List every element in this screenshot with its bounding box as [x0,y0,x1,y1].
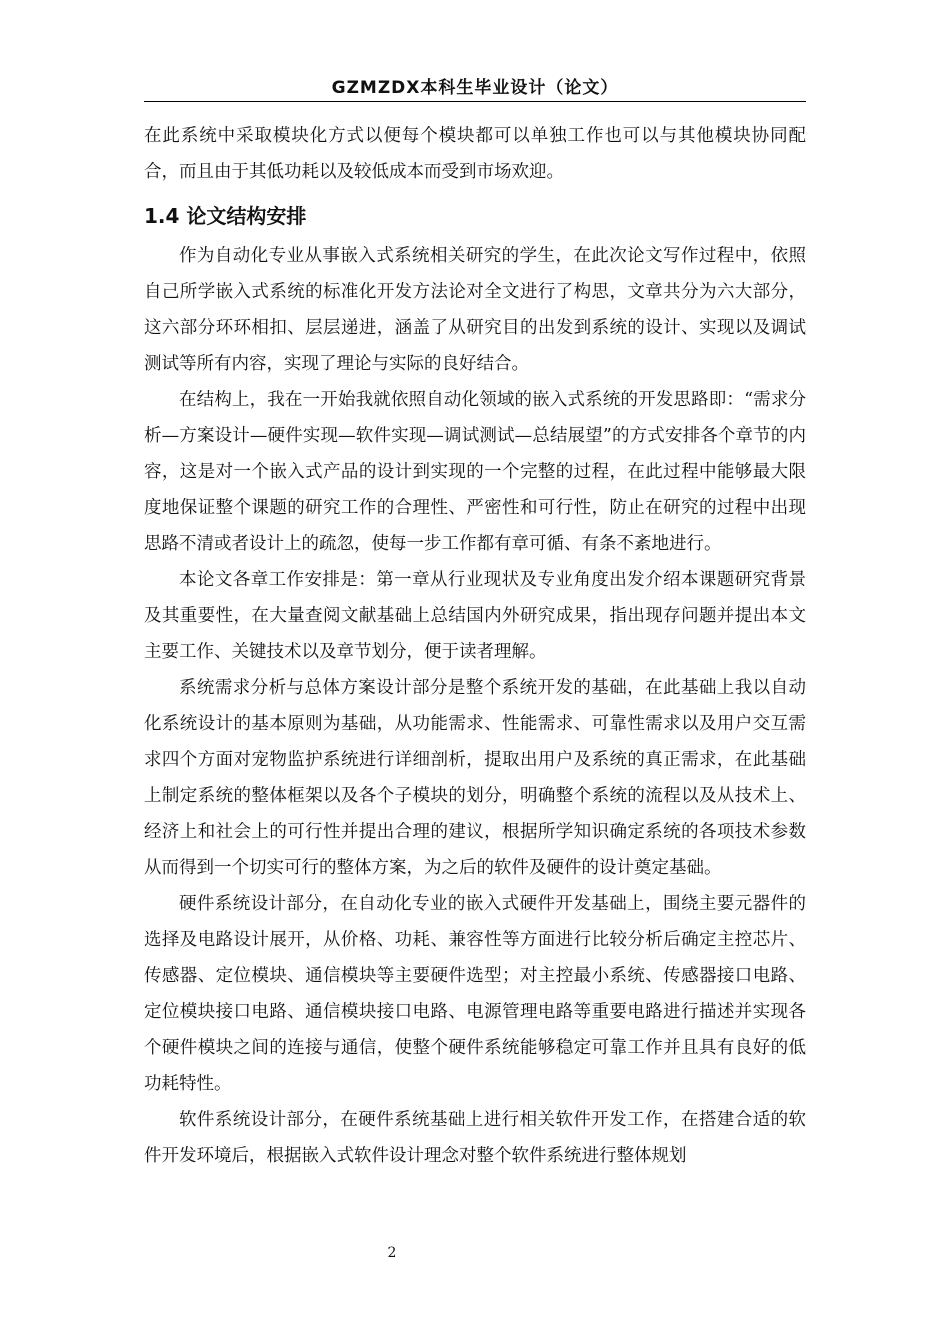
paragraph: 在结构上，我在一开始我就依照自动化领域的嵌入式系统的开发思路即：“需求分析—方案设计—硬件实现—软件实现—调试测试—总结展望”的方式安排各个章节的内容，这是对一个嵌入式产品的设计到实现的一个完整的过程，在此过程中能够最大限度地保证整个课题的研究工作的合理性、严密性和可行性，防止在研究的过程中出现思路不清或者设计上的疏忽，使每一步工作都有章可循、有条不紊地进行。 [144,390,806,554]
page-number: 2 [387,1245,397,1261]
paragraph: 软件系统设计部分，在硬件系统基础上进行相关软件开发工作，在搭建合适的软件开发环境后，根据嵌入式软件设计理念对整个软件系统进行整体规划 [144,1110,806,1166]
body-text [144,118,806,1174]
paragraph: 本论文各章工作安排是：第一章从行业现状及专业角度出发介绍本课题研究背景及其重要性，在大量查阅文献基础上总结国内外研究成果，指出现存问题并提出本文主要工作、关键技术以及章节划分，便于读者理解。 [144,570,806,662]
section-heading: 1.4 论文结构安排 [144,204,307,228]
header-divider [144,101,806,102]
paragraph: 硬件系统设计部分，在自动化专业的嵌入式硬件开发基础上，围绕主要元器件的选择及电路设计展开，从价格、功耗、兼容性等方面进行比较分析后确定主控芯片、传感器、定位模块、通信模块等主要硬件选型；对主控最小系统、传感器接口电路、定位模块接口电路、通信模块接口电路、电源管理电路等重要电路进行描述并实现各个硬件模块之间的连接与通信，使整个硬件系统能够稳定可靠工作并且具有良好的低功耗特性。 [144,894,806,1094]
intro-paragraph: 在此系统中采取模块化方式以便每个模块都可以单独工作也可以与其他模块协同配合，而且由于其低功耗以及较低成本而受到市场欢迎。 [144,126,806,182]
page-header-title: GZMZDX本科生毕业设计（论文） [331,78,619,98]
paragraph: 作为自动化专业从事嵌入式系统相关研究的学生，在此次论文写作过程中，依照自己所学嵌入式系统的标准化开发方法论对全文进行了构思，文章共分为六大部分，这六部分环环相扣、层层递进，涵盖了从研究目的出发到系统的设计、实现以及调试测试等所有内容，实现了理论与实际的良好结合。 [144,246,806,374]
paragraph: 系统需求分析与总体方案设计部分是整个系统开发的基础，在此基础上我以自动化系统设计的基本原则为基础，从功能需求、性能需求、可靠性需求以及用户交互需求四个方面对宠物监护系统进行详细剖析，提取出用户及系统的真正需求，在此基础上制定系统的整体框架以及各个子模块的划分，明确整个系统的流程以及从技术上、经济上和社会上的可行性并提出合理的建议，根据所学知识确定系统的各项技术参数从而得到一个切实可行的整体方案，为之后的软件及硬件的设计奠定基础。 [144,678,806,878]
